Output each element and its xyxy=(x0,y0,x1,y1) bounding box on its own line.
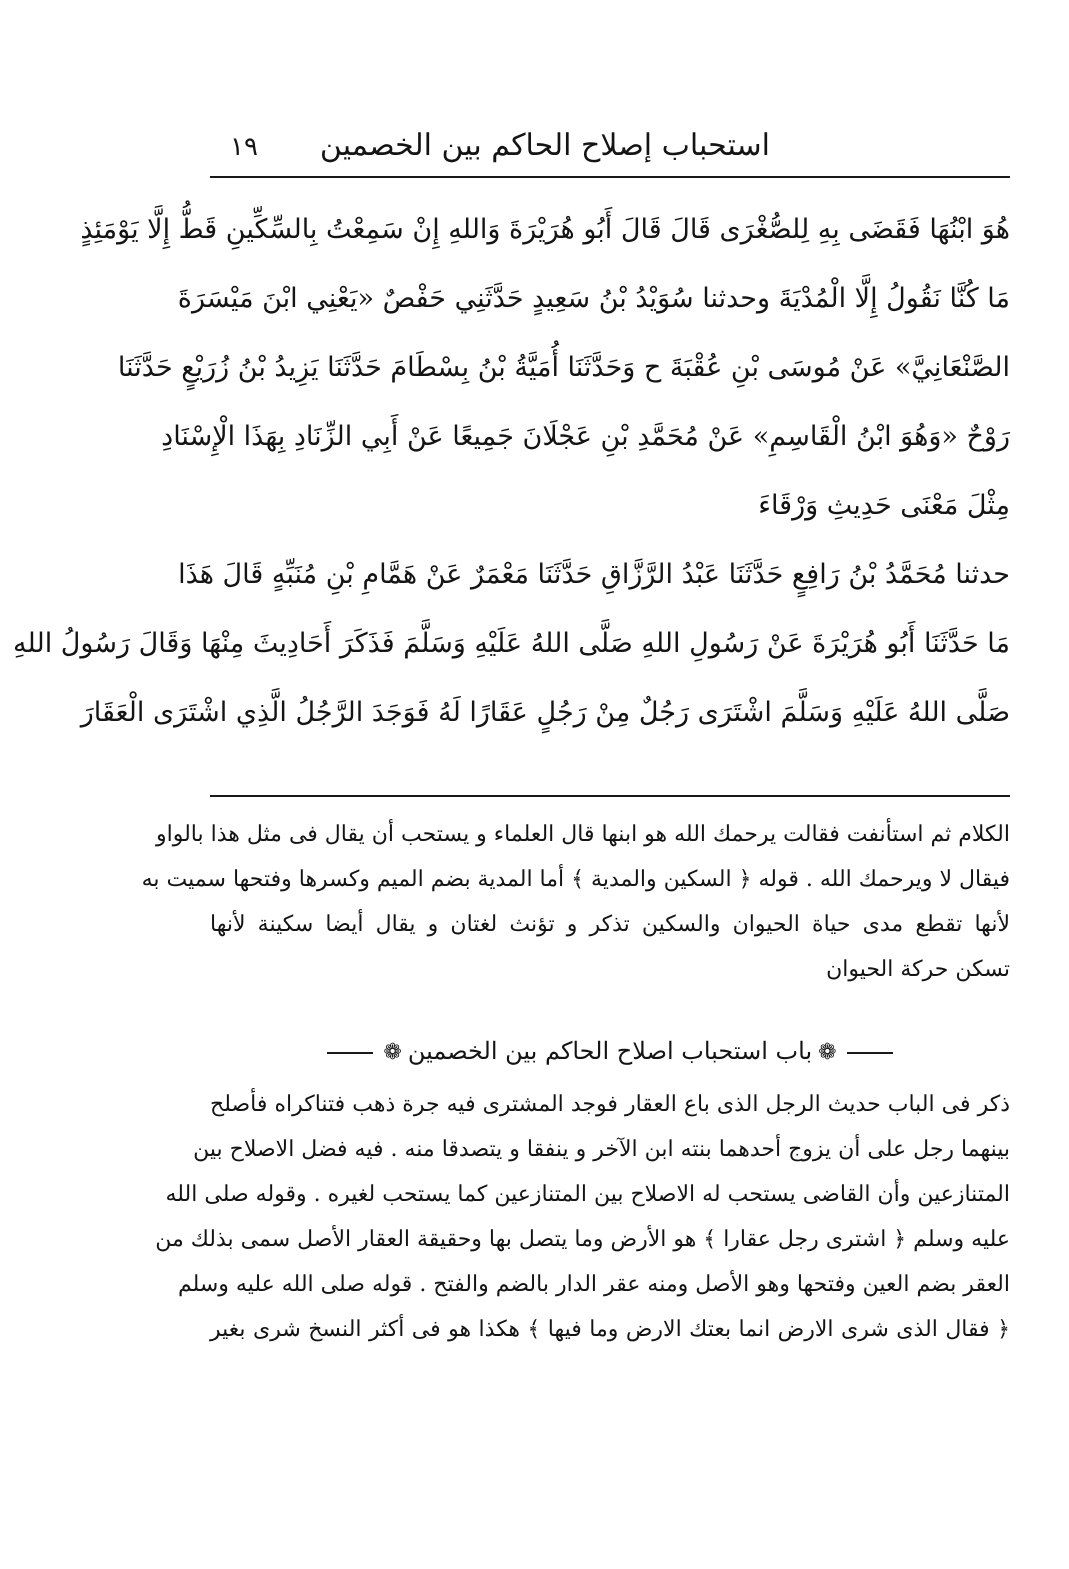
commentary-line: العقر بضم العين وفتحها وهو الأصل ومنه عقر الدار بالضم والفتح . قوله صلى الله عليه وسلم xyxy=(177,1272,1010,1297)
text-line: حدثنا مُحَمَّدُ بْنُ رَافِعٍ حَدَّثَنَا عَبْدُ الرَّزَّاقِ حَدَّثَنَا مَعْمَرٌ عَنْ هَمَّامِ بْنِ مُنَبِّهٍ قَالَ هَذَا xyxy=(178,559,1010,590)
chapter-heading xyxy=(210,1026,1010,1076)
running-title: استحباب إصلاح الحاكم بين الخصمين xyxy=(319,128,770,163)
commentary-block xyxy=(155,1082,1010,1352)
section-divider xyxy=(210,795,1010,797)
text-line: مَا حَدَّثَنَا أَبُو هُرَيْرَةَ عَنْ رَسُولِ اللهِ صَلَّى اللهُ عَلَيْهِ وَسَلَّمَ فَذَكَرَ أَحَادِيثَ مِنْهَا وَقَالَ رَسُولُ اللهِ xyxy=(13,628,1010,659)
commentary-line: تسكن حركة الحيوان xyxy=(826,957,1010,982)
commentary-line: فيقال لا ويرحمك الله . قوله ﴿ السكين والمدية ﴾ أما المدية بضم الميم وكسرها وفتحها سميت به xyxy=(141,867,1010,892)
header-rule xyxy=(210,176,1010,178)
heading-rule xyxy=(327,1052,373,1054)
commentary-block xyxy=(141,812,1010,992)
text-line: الصَّنْعَانِيَّ» عَنْ مُوسَى بْنِ عُقْبَةَ ح وَحَدَّثَنَا أُمَيَّةُ بْنُ بِسْطَامَ حَدَّثَنَا يَزِيدُ بْنُ زُرَيْعٍ حَدَّثَنَا xyxy=(117,352,1010,383)
chapter-title: باب استحباب اصلاح الحاكم بين الخصمين xyxy=(407,1037,813,1065)
commentary-line: عليه وسلم ﴿ اشترى رجل عقارا ﴾ هو الأرض وما يتصل بها وحقيقة العقار الأصل سمى بذلك من xyxy=(155,1227,1010,1252)
text-line: هُوَ ابْنُهَا فَقَضَى بِهِ لِلصُّغْرَى قَالَ قَالَ أَبُو هُرَيْرَةَ وَاللهِ إِنْ سَمِعْتُ بِالسِّكِّينِ قَطُّ إِلَّا يَوْمَئِذٍ xyxy=(80,214,1010,245)
commentary-line: ذكر فى الباب حديث الرجل الذى باع العقار فوجد المشترى فيه جرة ذهب فتناكراه فأصلح xyxy=(210,1092,1010,1117)
commentary-line: لأنها تقطع مدى حياة الحيوان والسكين تذكر و تؤنث لغتان و يقال أيضا سكينة لأنها xyxy=(210,912,1010,937)
commentary-line: المتنازعين وأن القاضى يستحب له الاصلاح بين المتنازعين كما يستحب لغيره . وقوله صلى الله xyxy=(165,1182,1010,1207)
heading-rule xyxy=(847,1052,893,1054)
text-line: مِثْلَ مَعْنَى حَدِيثِ وَرْقَاءَ xyxy=(758,490,1010,521)
running-header xyxy=(210,118,1010,174)
commentary-line: الكلام ثم استأنفت فقالت يرحمك الله هو ابنها قال العلماء و يستحب أن يقال فى مثل هذا بالواو xyxy=(156,822,1010,847)
commentary-line: ﴿ فقال الذى شرى الارض انما بعتك الارض وما فيها ﴾ هكذا هو فى أكثر النسخ شرى بغير xyxy=(210,1317,1010,1342)
ornament-icon: ❁ xyxy=(818,1039,837,1065)
text-line: صَلَّى اللهُ عَلَيْهِ وَسَلَّمَ اشْتَرَى رَجُلٌ مِنْ رَجُلٍ عَقَارًا لَهُ فَوَجَدَ الرَّجُلُ الَّذِي اشْتَرَى الْعَقَارَ xyxy=(80,697,1010,728)
ornament-icon: ❁ xyxy=(383,1039,402,1065)
text-line: مَا كُنَّا نَقُولُ إِلَّا الْمُدْيَةَ وحدثنا سُوَيْدُ بْنُ سَعِيدٍ حَدَّثَنِي حَفْصٌ «يَعْنِي ابْنَ مَيْسَرَةَ xyxy=(177,283,1010,314)
commentary-line: بينهما رجل على أن يزوج أحدهما بنته ابن الآخر و ينفقا و يتصدقا منه . فيه فضل الاصلاح بين xyxy=(193,1137,1010,1162)
text-line: رَوْحٌ «وَهُوَ ابْنُ الْقَاسِمِ» عَنْ مُحَمَّدِ بْنِ عَجْلَانَ جَمِيعًا عَنْ أَبِي الزِّنَادِ بِهَذَا الْإِسْنَادِ xyxy=(161,421,1010,452)
main-hadith-text xyxy=(13,195,1010,747)
page-number: ١٩ xyxy=(230,132,258,162)
